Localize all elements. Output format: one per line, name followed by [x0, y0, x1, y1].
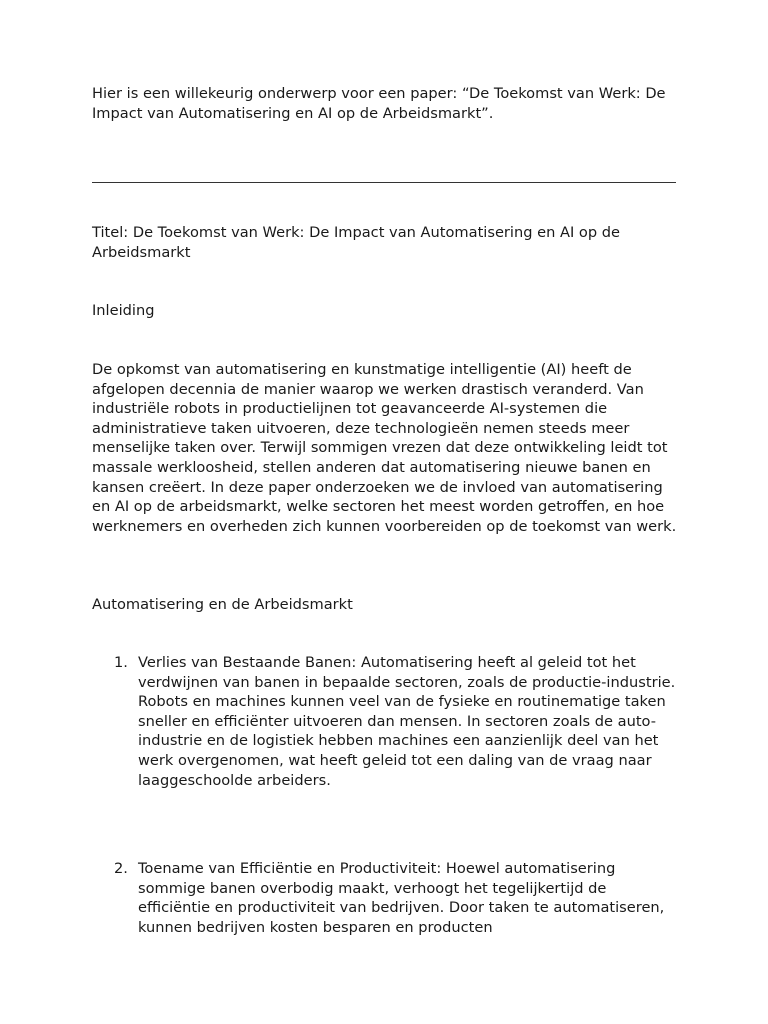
list-item-number: 1.: [114, 654, 128, 671]
section-heading-inleiding: Inleiding: [92, 302, 155, 319]
horizontal-divider: [92, 182, 676, 183]
list-item-number: 2.: [114, 860, 128, 877]
document-title: Titel: De Toekomst van Werk: De Impact van Automatisering en AI op de Arbeidsmarkt: [92, 224, 621, 261]
intro-line: Hier is een willekeurig onderwerp voor een paper: “De Toekomst van Werk: De Impact van Automatisering en AI op de Arbeidsmarkt”.: [92, 85, 666, 122]
list-item-text: Verlies van Bestaande Banen: Automatisering heeft al geleid tot het verdwijnen van banen in bepaalde sectoren, zoals de productie-industrie. Robots en machines kunnen veel van de fysieke en routinematige taken sneller en efficiënter uitvoeren dan mensen. In sectoren zoals de auto-industrie en de logistiek hebben machines een aanzienlijk deel van het werk overgenomen, wat heeft geleid tot een daling van de vraag naar laaggeschoolde arbeiders.: [138, 654, 676, 789]
list-item: [92, 859, 682, 937]
list-item-text: Toename van Efficiëntie en Productiviteit: Hoewel automatisering sommige banen overbodig maakt, verhoogt het tegelijkertijd de efficiëntie en productiviteit van bedrijven. Door taken te automatiseren, kunnen bedrijven kosten besparen en producten: [138, 860, 665, 936]
section-heading-automatisering: Automatisering en de Arbeidsmarkt: [92, 596, 353, 613]
list-item: [92, 653, 682, 790]
intro-paragraph: De opkomst van automatisering en kunstmatige intelligentie (AI) heeft de afgelopen decennia de manier waarop we werken drastisch veranderd. Van industriële robots in productielijnen tot geavanceerde AI-systemen die administratieve taken uitvoeren, deze technologieën nemen steeds meer menselijke taken over. Terwijl sommigen vrezen dat deze ontwikkeling leidt tot massale werkloosheid, stellen anderen dat automatisering nieuwe banen en kansen creëert. In deze paper onderzoeken we de invloed van automatisering en AI op de arbeidsmarkt, welke sectoren het meest worden getroffen, en hoe werknemers en overheden zich kunnen voorbereiden op de toekomst van werk.: [92, 361, 677, 535]
